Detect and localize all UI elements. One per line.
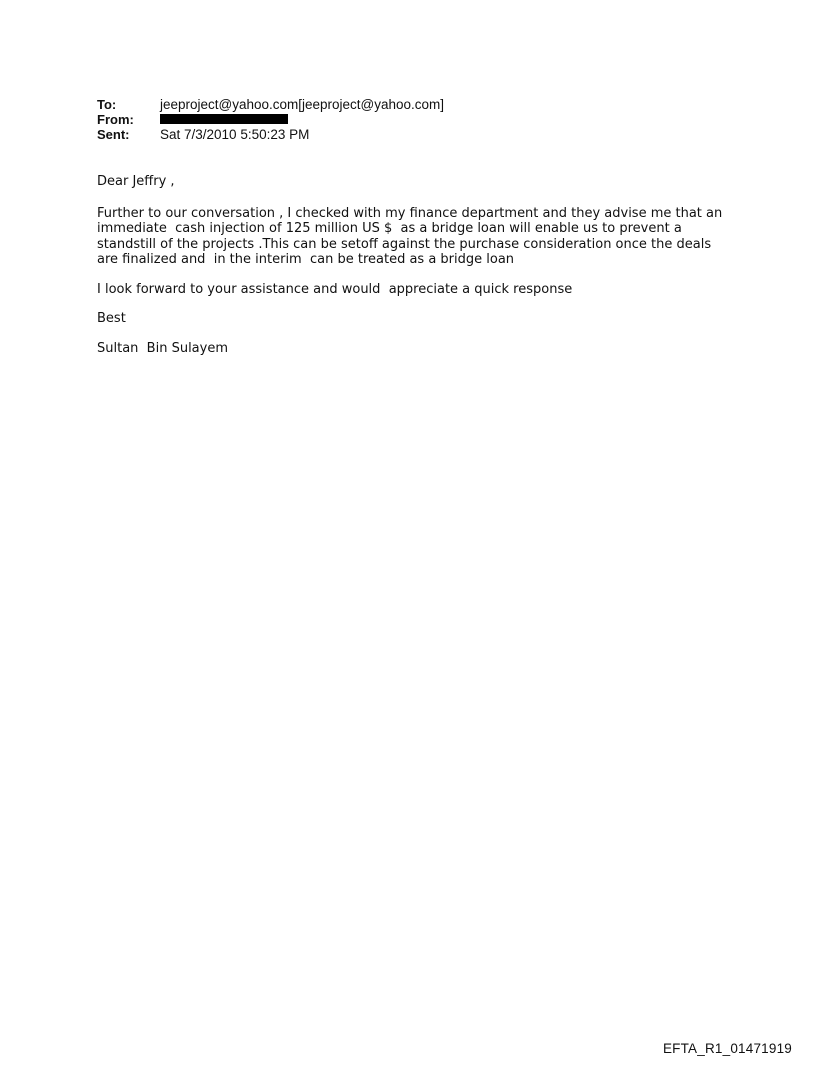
document-id: EFTA_R1_01471919: [662, 1041, 792, 1056]
email-header: [97, 97, 444, 142]
from-label: From:: [97, 112, 134, 127]
closing: Best: [97, 311, 126, 326]
to-label: To:: [97, 97, 117, 112]
greeting: Dear Jeffry ,: [97, 174, 175, 189]
paragraph-2: I look forward to your assistance and would appreciate a quick response: [97, 281, 573, 297]
redaction-bar: [160, 114, 288, 124]
sent-row: [97, 127, 444, 142]
from-row: [97, 112, 444, 127]
to-value: jeeproject@yahoo.com[jeeproject@yahoo.com]: [160, 97, 445, 112]
to-row: [97, 97, 444, 112]
signature: Sultan Bin Sulayem: [97, 340, 228, 356]
paragraph-1-line: are finalized and in the interim can be treated as a bridge loan: [97, 252, 515, 267]
paragraph-1-line: Further to our conversation , I checked with my finance department and they advise me that an: [97, 205, 723, 221]
paragraph-1-line: immediate cash injection of 125 million US $ as a bridge loan will enable us to prevent a: [97, 221, 682, 236]
paragraph-1-line: standstill of the projects .This can be setoff against the purchase consideration once the deals: [97, 236, 712, 252]
from-redacted-value: [160, 112, 288, 127]
paragraph-1: [97, 206, 757, 268]
sent-value: Sat 7/3/2010 5:50:23 PM: [160, 127, 310, 142]
sent-label: Sent:: [97, 127, 130, 142]
email-body: [97, 174, 757, 370]
